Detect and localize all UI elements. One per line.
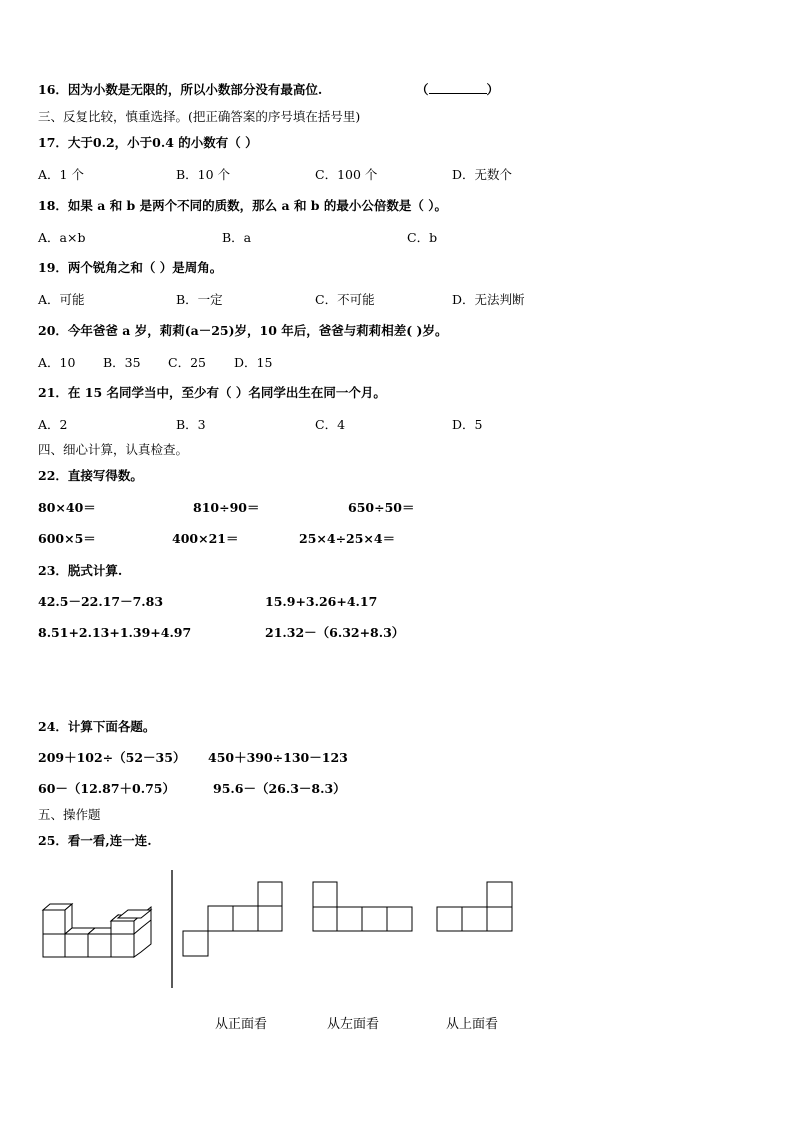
q24-item-3: 60－（12.87＋0.75） — [38, 781, 175, 796]
q20-option-b[interactable]: B．35 — [103, 355, 141, 370]
q22-text: 22．直接写得数。 — [38, 468, 143, 483]
q24-item-4: 95.6－（26.3－8.3） — [213, 781, 346, 796]
q16-paren-close: ） — [486, 82, 500, 97]
q22-item-6: 25×4÷25×4＝ — [299, 531, 396, 546]
q22-item-4: 600×5＝ — [38, 531, 96, 546]
q24-text: 24．计算下面各题。 — [38, 719, 156, 734]
section-5-heading: 五、操作题 — [38, 807, 101, 822]
q18-option-a[interactable]: A．a×b — [38, 230, 86, 245]
q24-item-1: 209＋102÷（52－35） — [38, 750, 186, 765]
q25-figure — [0, 860, 794, 1000]
q19-option-a[interactable]: A．可能 — [38, 292, 85, 307]
q18-option-b[interactable]: B．a — [222, 230, 252, 245]
q23-item-4: 21.32－（6.32+8.3） — [265, 625, 405, 640]
section-3-heading: 三、反复比较，慎重选择。(把正确答案的序号填在括号里) — [38, 109, 361, 124]
label-front-view[interactable]: 从正面看 — [215, 1017, 268, 1032]
q17-option-b[interactable]: B．10 个 — [176, 167, 231, 182]
q17-text: 17．大于0.2，小于0.4 的小数有（ ） — [38, 135, 258, 150]
q21-option-c[interactable]: C．4 — [315, 417, 346, 432]
q22-item-1: 80×40＝ — [38, 500, 96, 515]
q20-text: 20．今年爸爸 a 岁，莉莉(a－25)岁，10 年后，爸爸与莉莉相差( )岁。 — [38, 323, 448, 338]
q16-answer-blank[interactable] — [416, 82, 499, 98]
q18-text: 18．如果 a 和 b 是两个不同的质数，那么 a 和 b 的最小公倍数是（ ）。 — [38, 198, 447, 213]
cube-solid-3d — [43, 904, 151, 957]
q17-option-d[interactable]: D．无数个 — [452, 167, 513, 182]
q23-item-2: 15.9+3.26+4.17 — [265, 594, 378, 609]
q22-item-3: 650÷50＝ — [348, 500, 415, 515]
q16-blank-line — [429, 82, 487, 94]
q19-option-c[interactable]: C．不可能 — [315, 292, 375, 307]
q21-option-a[interactable]: A．2 — [38, 417, 68, 432]
q25-text: 25．看一看,连一连. — [38, 833, 152, 848]
q20-option-d[interactable]: D．15 — [234, 355, 273, 370]
q23-item-1: 42.5－22.17－7.83 — [38, 594, 164, 609]
view-shape-2[interactable] — [313, 882, 412, 931]
q23-item-3: 8.51+2.13+1.39+4.97 — [38, 625, 192, 640]
q17-option-c[interactable]: C．100 个 — [315, 167, 378, 182]
view-shape-1[interactable] — [183, 882, 282, 956]
q22-item-2: 810÷90＝ — [193, 500, 260, 515]
q21-text: 21．在 15 名同学当中，至少有（ ）名同学出生在同一个月。 — [38, 385, 386, 400]
view-shape-3[interactable] — [437, 882, 512, 931]
label-left-view[interactable]: 从左面看 — [327, 1017, 380, 1032]
q17-option-a[interactable]: A．1 个 — [38, 167, 84, 182]
q18-option-c[interactable]: C．b — [407, 230, 438, 245]
q19-option-d[interactable]: D．无法判断 — [452, 292, 525, 307]
q19-text: 19．两个锐角之和（ ）是周角。 — [38, 260, 223, 275]
q16-paren-open: （ — [416, 82, 429, 97]
q22-item-5: 400×21＝ — [172, 531, 239, 546]
q16-text: 16．因为小数是无限的，所以小数部分没有最高位. — [38, 82, 323, 97]
q21-option-b[interactable]: B．3 — [176, 417, 206, 432]
q24-item-2: 450＋390÷130－123 — [208, 750, 348, 765]
q20-option-c[interactable]: C．25 — [168, 355, 206, 370]
q19-option-b[interactable]: B．一定 — [176, 292, 223, 307]
label-top-view[interactable]: 从上面看 — [446, 1017, 499, 1032]
q23-text: 23．脱式计算. — [38, 563, 123, 578]
q20-option-a[interactable]: A．10 — [38, 355, 76, 370]
q21-option-d[interactable]: D．5 — [452, 417, 483, 432]
section-4-heading: 四、细心计算，认真检查。 — [38, 442, 189, 457]
